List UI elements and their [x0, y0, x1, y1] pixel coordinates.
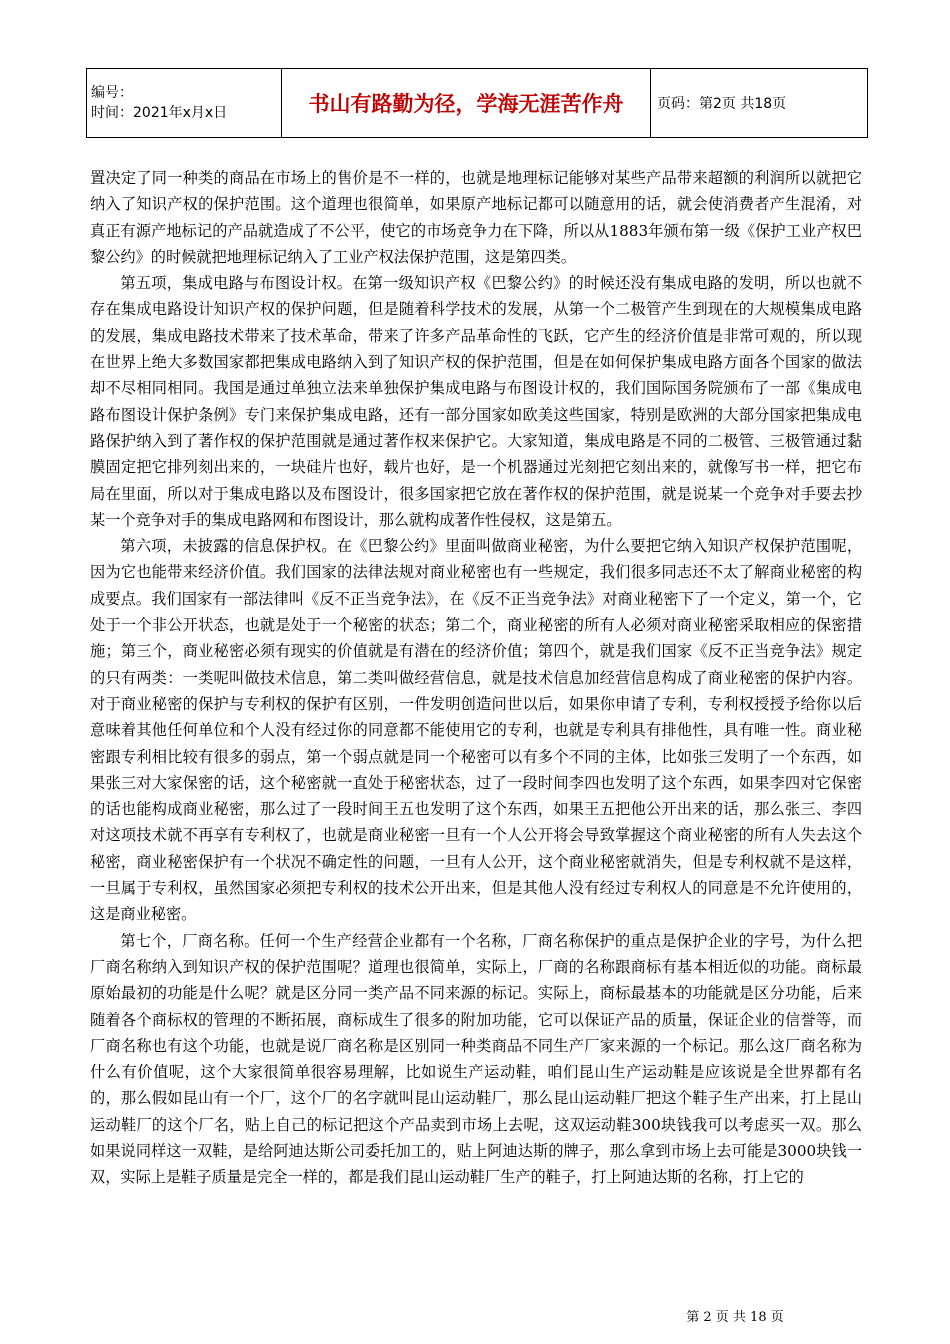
- header-page-number: 页码：第2页 共18页: [651, 69, 868, 138]
- page-header: [86, 68, 868, 138]
- document-number-label: 编号：: [91, 85, 133, 101]
- footer-page-number: 第 2 页 共 18 页: [686, 1310, 784, 1325]
- document-body: [90, 165, 862, 1191]
- page-footer: [0, 1306, 950, 1325]
- header-info-cell: [87, 69, 282, 138]
- header-motto: 书山有路勤为径，学海无涯苦作舟: [282, 69, 651, 138]
- paragraph-item-six: 第六项，未披露的信息保护权。在《巴黎公约》里面叫做商业秘密，为什么要把它纳入知识产权保护范围呢，因为它也能带来经济价值。我们国家的法律法规对商业秘密也有一些规定，我们很多同志还不太了解商业秘密的构成要点。我们国家有一部法律叫《反不正当竞争法》，在《反不正当竞争法》对商业秘密下了一个定义，第一个，它处于一个非公开状态，也就是处于一个秘密的状态；第二个，商业秘密的所有人必须对商业秘密采取相应的保密措施；第三个，商业秘密必须有现实的价值就是有潜在的经济价值；第四个，就是我们国家《反不正当竞争法》规定的只有两类：一类呢叫做技术信息，第二类叫做经营信息，就是技术信息加经营信息构成了商业秘密的保护内容。对于商业秘密的保护与专利权的保护有区别，一件发明创造问世以后，如果你申请了专利，专利权授授予给你以后意味着其他任何单位和个人没有经过你的同意都不能使用它的专利，也就是专利具有排他性，具有唯一性。商业秘密跟专利相比较有很多的弱点，第一个弱点就是同一个秘密可以有多个不同的主体，比如张三发明了一个东西，如果张三对大家保密的话，这个秘密就一直处于秘密状态，过了一段时间李四也发明了这个东西，如果李四对它保密的话也能构成商业秘密，那么过了一段时间王五也发明了这个东西，如果王五把他公开出来的话，那么张三、李四对这项技术就不再享有专利权了，也就是商业秘密一旦有一个人公开将会导致掌握这个商业秘密的所有人失去这个秘密，商业秘密保护有一个状况不确定性的问题，一旦有人公开，这个商业秘密就消失，但是专利权就不是这样，一旦属于专利权，虽然国家必须把专利权的技术公开出来，但是其他人没有经过专利权人的同意是不允许使用的，这是商业秘密。: [90, 537, 862, 924]
- paragraph-continued: 置决定了同一种类的商品在市场上的售价是不一样的，也就是地理标记能够对某些产品带来超额的利润所以就把它纳入了知识产权的保护范围。这个道理也很简单，如果原产地标记都可以随意用的话，就会使消费者产生混淆，对真正有源产地标记的产品就造成了不公平，使它的市场竞争力在下降，所以从1883年颁布第一级《保护工业产权巴黎公约》的时候就把地理标记纳入了工业产权法保护范围，这是第四类。: [90, 169, 862, 266]
- document-time-label: 时间：2021年x月x日: [91, 105, 228, 121]
- paragraph-item-seven: 第七个，厂商名称。任何一个生产经营企业都有一个名称，厂商名称保护的重点是保护企业的字号，为什么把厂商名称纳入到知识产权的保护范围呢？道理也很简单，实际上，厂商的名称跟商标有基本相近似的功能。商标最原始最初的功能是什么呢？就是区分同一类产品不同来源的标记。实际上，商标最基本的功能就是区分功能，后来随着各个商标权的管理的不断拓展，商标成生了很多的附加功能，它可以保证产品的质量，保证企业的信誉等，而厂商名称也有这个功能，也就是说厂商名称是区别同一种类商品不同生产厂家来源的一个标记。那么这厂商名称为什么有价值呢，这个大家很简单很容易理解，比如说生产运动鞋，咱们昆山生产运动鞋是应该说是全世界都有名的，那么假如昆山有一个厂，这个厂的名字就叫昆山运动鞋厂，那么昆山运动鞋厂把这个鞋子生产出来，打上昆山运动鞋厂的这个厂名，贴上自己的标记把这个产品卖到市场上去呢，这双运动鞋300块钱我可以考虑买一双。那么如果说同样这一双鞋，是给阿迪达斯公司委托加工的，贴上阿迪达斯的牌子，那么拿到市场上去可能是3000块钱一双，实际上是鞋子质量是完全一样的，都是我们昆山运动鞋厂生产的鞋子，打上阿迪达斯的名称，打上它的: [90, 931, 862, 1187]
- paragraph-item-five: 第五项，集成电路与布图设计权。在第一级知识产权《巴黎公约》的时候还没有集成电路的发明，所以也就不存在集成电路设计知识产权的保护问题，但是随着科学技术的发展，从第一个二极管产生到现在的大规模集成电路的发展，集成电路技术带来了技术革命，带来了许多产品革命性的飞跃，它产生的经济价值是非常可观的，所以现在世界上绝大多数国家都把集成电路纳入到了知识产权的保护范围，但是在如何保护集成电路方面各个国家的做法却不尽相同相同。我国是通过单独立法来单独保护集成电路与布图设计权的，我们国际国务院颁布了一部《集成电路布图设计保护条例》专门来保护集成电路，还有一部分国家如欧美这些国家，特别是欧洲的大部分国家把集成电路保护纳入到了著作权的保护范围就是通过著作权来保护它。大家知道，集成电路是不同的二极管、三极管通过黏膜固定把它排列刻出来的，一块硅片也好，载片也好，是一个机器通过光刻把它刻出来的，就像写书一样，把它布局在里面，所以对于集成电路以及布图设计，很多国家把它放在著作权的保护范围，就是说某一个竞争对手要去抄某一个竞争对手的集成电路网和布图设计，那么就构成著作性侵权，这是第五。: [90, 274, 862, 529]
